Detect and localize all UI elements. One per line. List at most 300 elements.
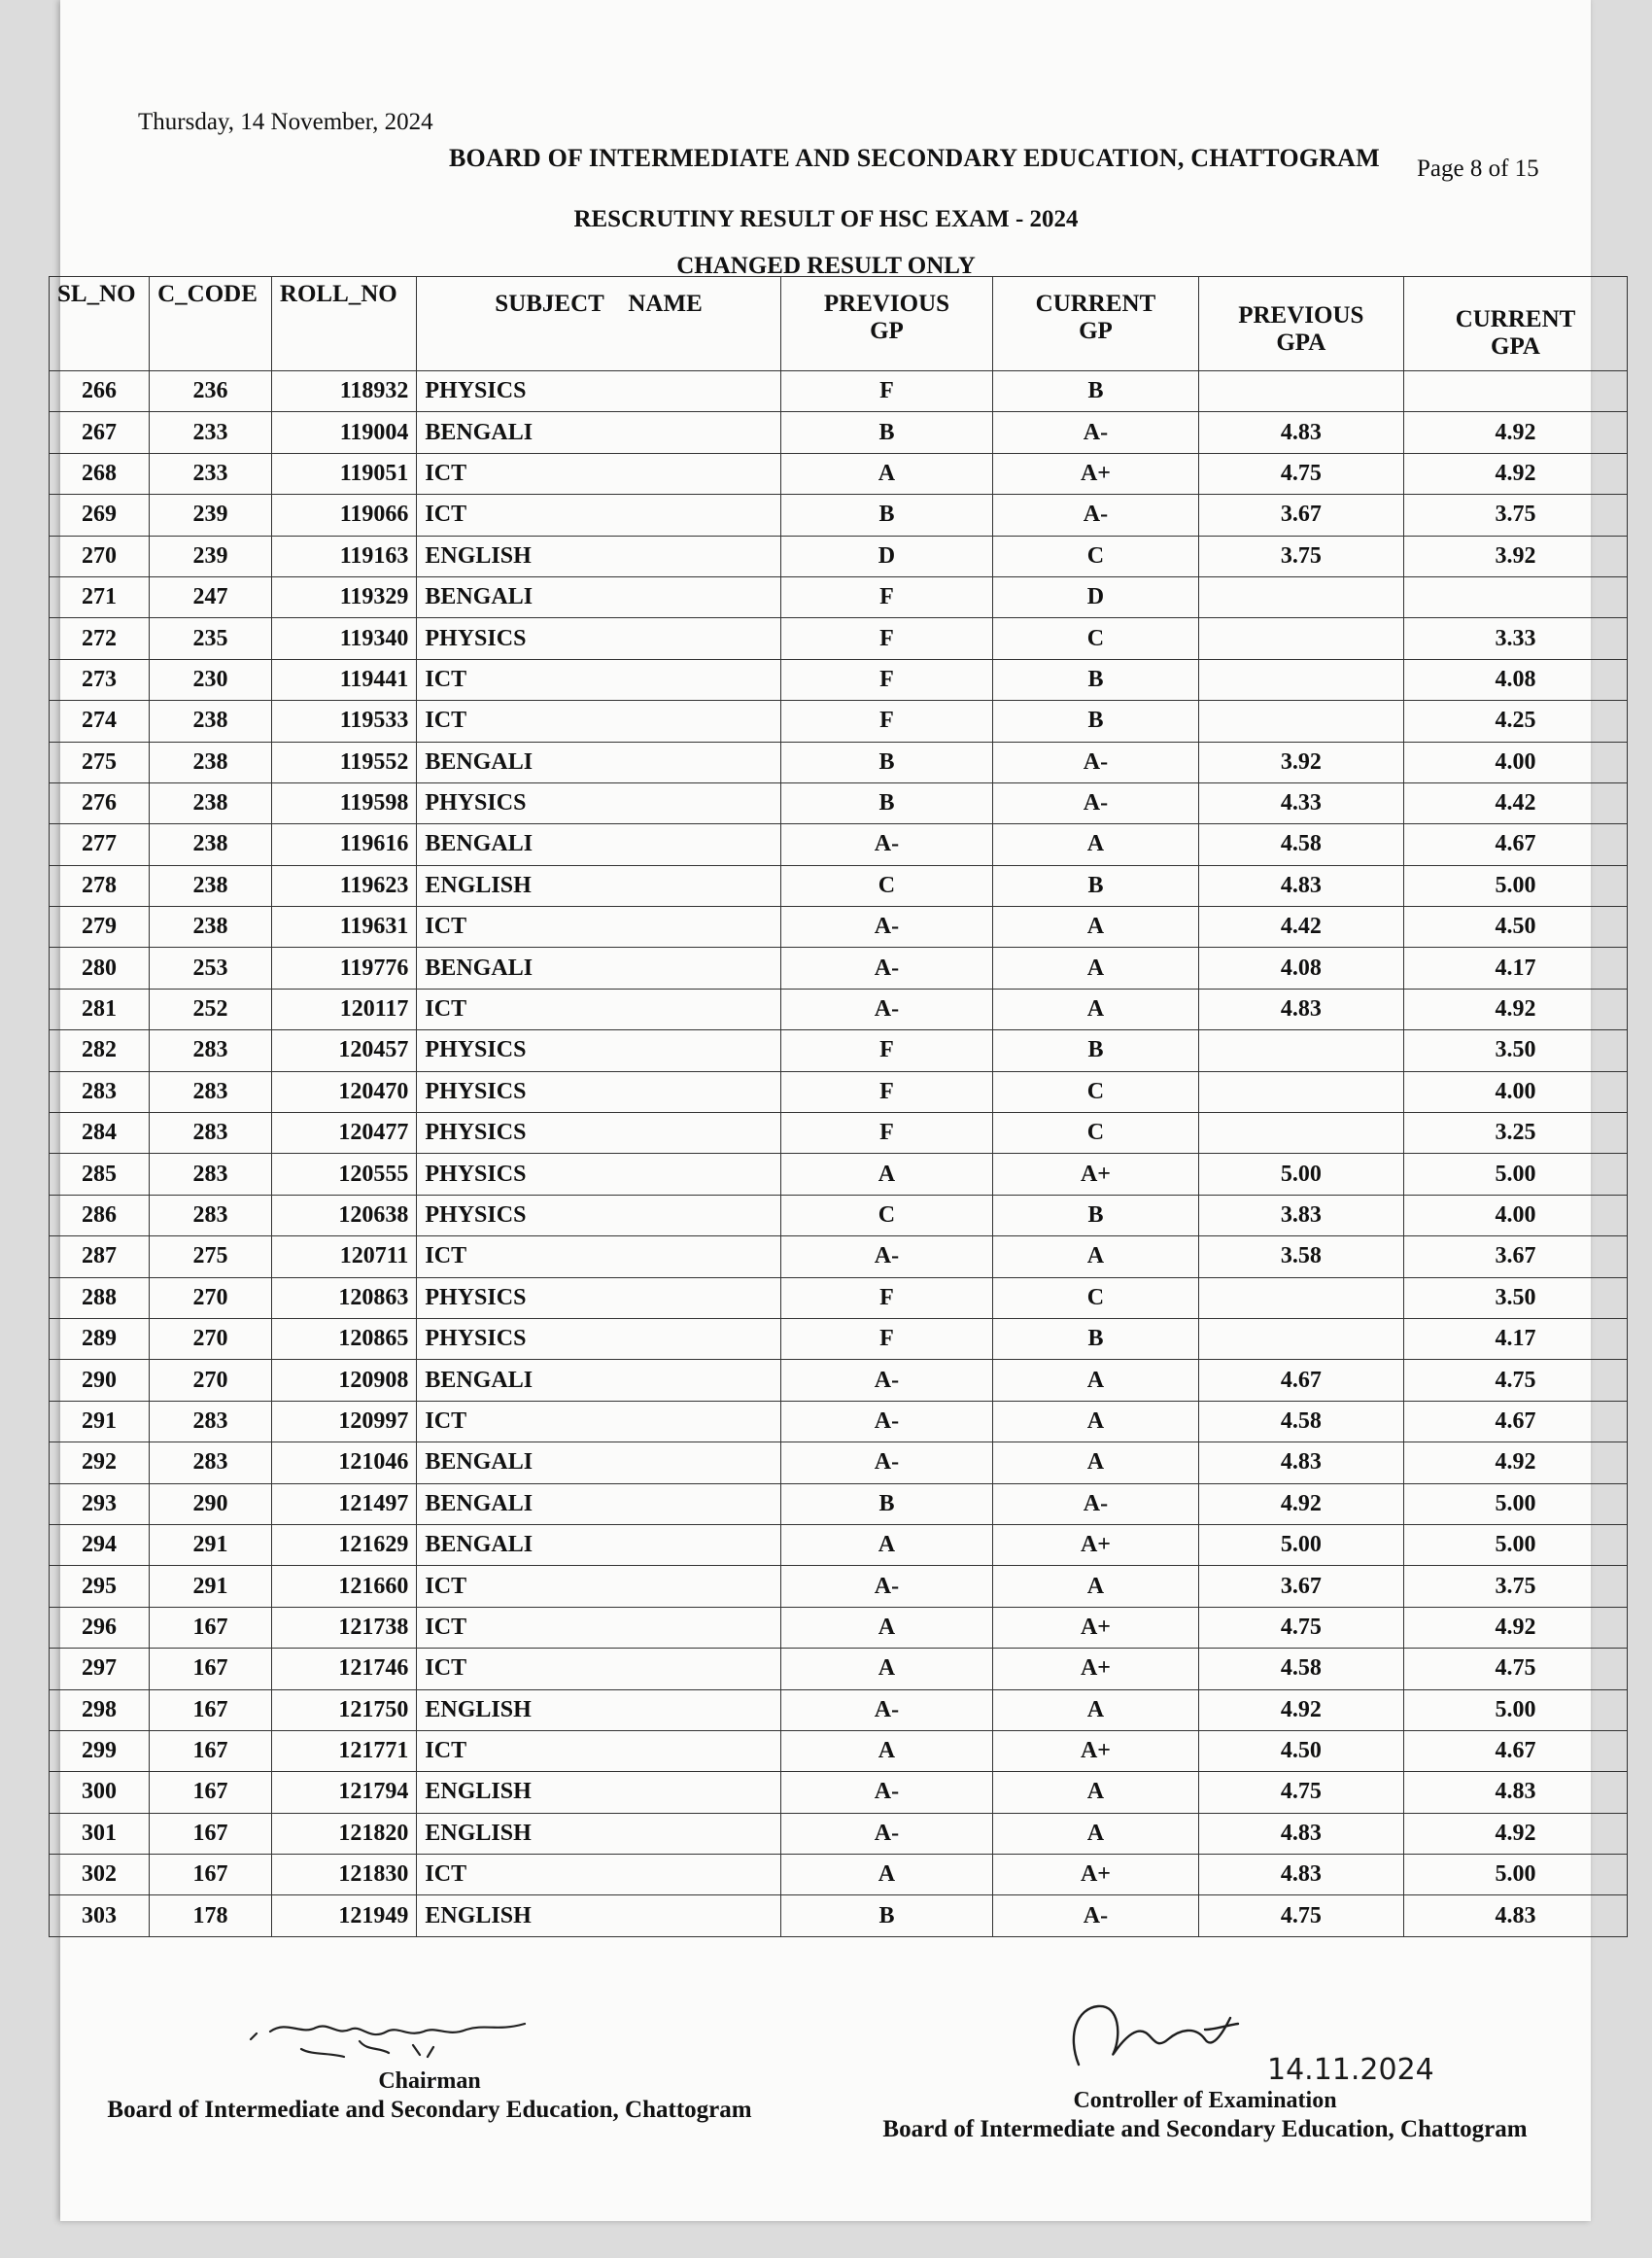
table-row [50,1855,1628,1895]
cell-previous-gp: A [780,453,993,494]
page-number: Page 8 of 15 [1417,156,1539,182]
cell-subject-name: PHYSICS [417,1277,780,1318]
cell-subject-name: ICT [417,701,780,742]
cell-sl-no: 293 [50,1483,150,1524]
cell-c-code: 238 [150,865,272,906]
cell-roll-no: 121746 [271,1649,417,1689]
cell-sl-no: 299 [50,1730,150,1771]
cell-previous-gp: A [780,1607,993,1648]
cell-previous-gpa: 4.83 [1198,989,1403,1029]
table-row [50,1730,1628,1771]
print-date: Thursday, 14 November, 2024 [138,109,433,135]
cell-current-gp: C [993,1113,1198,1154]
cell-c-code: 283 [150,1195,272,1235]
cell-roll-no: 119340 [271,618,417,659]
col-header-previous-gpa: PREVIOUS GPA [1198,277,1403,371]
table-row [50,495,1628,536]
cell-subject-name: ICT [417,907,780,948]
cell-previous-gp: A- [780,1772,993,1813]
chairman-organization: Board of Intermediate and Secondary Education, Chattogram [107,2097,752,2123]
cell-c-code: 253 [150,948,272,989]
cell-subject-name: PHYSICS [417,1318,780,1359]
cell-subject-name: PHYSICS [417,1113,780,1154]
table-row [50,701,1628,742]
table-row [50,1277,1628,1318]
cell-roll-no: 119004 [271,412,417,453]
cell-subject-name: PHYSICS [417,618,780,659]
cell-current-gpa: 4.25 [1404,701,1628,742]
cell-subject-name: BENGALI [417,824,780,865]
cell-c-code: 283 [150,1442,272,1483]
cell-c-code: 270 [150,1318,272,1359]
cell-subject-name: BENGALI [417,742,780,782]
cell-previous-gpa: 4.33 [1198,782,1403,823]
table-row [50,1030,1628,1071]
cell-subject-name: ICT [417,495,780,536]
table-row [50,453,1628,494]
cell-previous-gpa [1198,701,1403,742]
cell-sl-no: 268 [50,453,150,494]
cell-c-code: 233 [150,412,272,453]
table-row [50,659,1628,700]
cell-previous-gpa: 4.75 [1198,453,1403,494]
cell-current-gpa: 4.17 [1404,1318,1628,1359]
cell-subject-name: PHYSICS [417,1195,780,1235]
cell-current-gpa: 4.08 [1404,659,1628,700]
cell-current-gp: B [993,865,1198,906]
cell-sl-no: 284 [50,1113,150,1154]
cell-sl-no: 271 [50,576,150,617]
cell-previous-gp: A [780,1154,993,1195]
cell-roll-no: 120908 [271,1360,417,1401]
cell-subject-name: PHYSICS [417,1071,780,1112]
table-row [50,782,1628,823]
cell-previous-gp: B [780,1483,993,1524]
cell-previous-gpa: 3.67 [1198,1566,1403,1607]
col-header-roll-no: ROLL_NO [271,277,417,371]
cell-previous-gpa [1198,1318,1403,1359]
document-title: RESCRUTINY RESULT OF HSC EXAM - 2024 [573,206,1079,232]
cell-subject-name: ICT [417,1401,780,1442]
cell-sl-no: 286 [50,1195,150,1235]
cell-current-gp: B [993,1195,1198,1235]
cell-roll-no: 120470 [271,1071,417,1112]
cell-subject-name: ICT [417,453,780,494]
cell-c-code: 230 [150,659,272,700]
table-row [50,1442,1628,1483]
cell-c-code: 275 [150,1236,272,1277]
cell-c-code: 283 [150,1030,272,1071]
controller-role: Controller of Examination [1073,2088,1337,2113]
cell-subject-name: ENGLISH [417,865,780,906]
cell-previous-gp: A [780,1855,993,1895]
cell-previous-gp: C [780,1195,993,1235]
cell-current-gpa: 4.67 [1404,1730,1628,1771]
cell-subject-name: PHYSICS [417,1154,780,1195]
cell-sl-no: 301 [50,1813,150,1854]
cell-roll-no: 120997 [271,1401,417,1442]
cell-current-gp: A+ [993,1154,1198,1195]
cell-current-gpa: 4.83 [1404,1772,1628,1813]
cell-c-code: 167 [150,1730,272,1771]
cell-current-gp: A- [993,782,1198,823]
cell-c-code: 167 [150,1689,272,1730]
cell-sl-no: 267 [50,412,150,453]
cell-roll-no: 121660 [271,1566,417,1607]
table-row [50,1772,1628,1813]
cell-current-gp: A [993,1566,1198,1607]
cell-current-gp: C [993,536,1198,576]
cell-previous-gp: C [780,865,993,906]
cell-c-code: 236 [150,371,272,412]
cell-c-code: 283 [150,1401,272,1442]
cell-current-gpa: 4.00 [1404,1195,1628,1235]
cell-previous-gpa: 4.92 [1198,1689,1403,1730]
table-row [50,618,1628,659]
cell-previous-gpa [1198,1030,1403,1071]
col-header-subject-name: SUBJECT NAME [417,277,780,371]
cell-previous-gp: A- [780,1401,993,1442]
results-table [49,276,1628,1937]
cell-subject-name: BENGALI [417,1483,780,1524]
cell-sl-no: 276 [50,782,150,823]
cell-current-gpa: 4.92 [1404,1813,1628,1854]
cell-previous-gpa: 3.75 [1198,536,1403,576]
cell-previous-gp: D [780,536,993,576]
table-row [50,824,1628,865]
cell-subject-name: ENGLISH [417,1772,780,1813]
cell-current-gp: A [993,1360,1198,1401]
cell-roll-no: 121794 [271,1772,417,1813]
cell-sl-no: 274 [50,701,150,742]
cell-roll-no: 119631 [271,907,417,948]
cell-current-gp: A [993,1813,1198,1854]
table-row [50,865,1628,906]
cell-current-gpa: 4.92 [1404,1442,1628,1483]
table-row [50,412,1628,453]
cell-current-gp: B [993,1318,1198,1359]
cell-previous-gp: A [780,1649,993,1689]
cell-c-code: 290 [150,1483,272,1524]
cell-roll-no: 119051 [271,453,417,494]
cell-roll-no: 120711 [271,1236,417,1277]
cell-current-gpa: 4.00 [1404,742,1628,782]
cell-previous-gpa: 3.67 [1198,495,1403,536]
table-row [50,1813,1628,1854]
cell-sl-no: 278 [50,865,150,906]
cell-roll-no: 120477 [271,1113,417,1154]
cell-previous-gpa: 4.83 [1198,1442,1403,1483]
cell-c-code: 167 [150,1772,272,1813]
table-row [50,371,1628,412]
cell-sl-no: 266 [50,371,150,412]
cell-roll-no: 119598 [271,782,417,823]
cell-current-gpa: 4.92 [1404,412,1628,453]
cell-previous-gpa: 4.75 [1198,1895,1403,1936]
board-name: BOARD OF INTERMEDIATE AND SECONDARY EDUCATION, CHATTOGRAM [449,144,1380,172]
cell-subject-name: BENGALI [417,1442,780,1483]
cell-sl-no: 281 [50,989,150,1029]
cell-c-code: 167 [150,1607,272,1648]
cell-current-gpa: 5.00 [1404,1689,1628,1730]
cell-c-code: 233 [150,453,272,494]
cell-previous-gp: B [780,412,993,453]
col-header-current-gp: CURRENT GP [993,277,1198,371]
cell-sl-no: 270 [50,536,150,576]
cell-c-code: 235 [150,618,272,659]
cell-sl-no: 300 [50,1772,150,1813]
cell-current-gp: A+ [993,1730,1198,1771]
cell-sl-no: 289 [50,1318,150,1359]
cell-c-code: 238 [150,782,272,823]
cell-previous-gpa [1198,659,1403,700]
cell-current-gp: C [993,1277,1198,1318]
cell-previous-gp: A- [780,824,993,865]
cell-current-gp: A- [993,1895,1198,1936]
col-header-previous-gp: PREVIOUS GP [780,277,993,371]
cell-c-code: 283 [150,1071,272,1112]
cell-previous-gp: B [780,1895,993,1936]
cell-current-gp: A+ [993,1649,1198,1689]
cell-previous-gp: F [780,659,993,700]
cell-sl-no: 280 [50,948,150,989]
cell-roll-no: 119776 [271,948,417,989]
cell-current-gp: A [993,1236,1198,1277]
cell-current-gpa [1404,576,1628,617]
cell-sl-no: 269 [50,495,150,536]
cell-current-gpa: 4.75 [1404,1360,1628,1401]
table-row [50,1195,1628,1235]
cell-roll-no: 121629 [271,1524,417,1565]
chairman-role: Chairman [378,2068,481,2094]
table-row [50,1113,1628,1154]
cell-c-code: 238 [150,907,272,948]
cell-sl-no: 296 [50,1607,150,1648]
cell-previous-gp: A- [780,1360,993,1401]
cell-roll-no: 119533 [271,701,417,742]
table-row [50,948,1628,989]
cell-roll-no: 118932 [271,371,417,412]
cell-current-gpa: 4.92 [1404,1607,1628,1648]
cell-current-gpa: 4.92 [1404,453,1628,494]
cell-subject-name: BENGALI [417,576,780,617]
cell-subject-name: BENGALI [417,1360,780,1401]
cell-roll-no: 121949 [271,1895,417,1936]
cell-current-gp: B [993,659,1198,700]
cell-subject-name: PHYSICS [417,782,780,823]
cell-c-code: 247 [150,576,272,617]
cell-sl-no: 292 [50,1442,150,1483]
cell-current-gpa [1404,371,1628,412]
cell-current-gpa: 4.75 [1404,1649,1628,1689]
cell-subject-name: ICT [417,1730,780,1771]
cell-previous-gpa: 3.92 [1198,742,1403,782]
cell-sl-no: 287 [50,1236,150,1277]
cell-previous-gp: B [780,782,993,823]
cell-roll-no: 119329 [271,576,417,617]
cell-current-gpa: 4.42 [1404,782,1628,823]
cell-previous-gpa: 4.58 [1198,1401,1403,1442]
cell-current-gp: A- [993,412,1198,453]
table-row [50,742,1628,782]
cell-c-code: 167 [150,1649,272,1689]
cell-previous-gpa [1198,371,1403,412]
chairman-signature-block [60,2002,799,2124]
cell-current-gp: A- [993,1483,1198,1524]
cell-c-code: 291 [150,1566,272,1607]
cell-current-gp: A+ [993,453,1198,494]
cell-previous-gp: F [780,618,993,659]
table-row [50,1360,1628,1401]
cell-current-gp: A [993,824,1198,865]
cell-current-gpa: 4.83 [1404,1895,1628,1936]
cell-sl-no: 297 [50,1649,150,1689]
cell-current-gp: A- [993,742,1198,782]
cell-sl-no: 275 [50,742,150,782]
cell-current-gpa: 4.67 [1404,824,1628,865]
cell-subject-name: ENGLISH [417,1813,780,1854]
controller-signature [836,2002,1574,2087]
cell-sl-no: 302 [50,1855,150,1895]
cell-current-gpa: 5.00 [1404,1855,1628,1895]
cell-current-gpa: 4.50 [1404,907,1628,948]
table-row [50,1071,1628,1112]
cell-previous-gp: A- [780,1442,993,1483]
cell-subject-name: ENGLISH [417,1689,780,1730]
cell-subject-name: ENGLISH [417,536,780,576]
cell-c-code: 238 [150,824,272,865]
table-row [50,1401,1628,1442]
cell-c-code: 167 [150,1813,272,1854]
table-row [50,1566,1628,1607]
cell-roll-no: 119066 [271,495,417,536]
cell-roll-no: 119616 [271,824,417,865]
cell-roll-no: 119441 [271,659,417,700]
col-header-current-gpa: CURRENT GPA [1404,277,1628,371]
cell-subject-name: PHYSICS [417,1030,780,1071]
table-row [50,989,1628,1029]
cell-previous-gpa: 4.83 [1198,1813,1403,1854]
cell-roll-no: 121046 [271,1442,417,1483]
cell-c-code: 283 [150,1154,272,1195]
cell-roll-no: 121820 [271,1813,417,1854]
cell-subject-name: ICT [417,1566,780,1607]
cell-current-gpa: 5.00 [1404,865,1628,906]
cell-previous-gpa: 4.58 [1198,824,1403,865]
table-row [50,1154,1628,1195]
table-row [50,536,1628,576]
cell-previous-gp: A- [780,1813,993,1854]
table-row [50,1689,1628,1730]
cell-previous-gpa: 4.67 [1198,1360,1403,1401]
cell-previous-gpa: 3.58 [1198,1236,1403,1277]
cell-previous-gpa: 4.42 [1198,907,1403,948]
cell-roll-no: 119623 [271,865,417,906]
cell-previous-gpa: 4.92 [1198,1483,1403,1524]
chairman-signature [60,2002,799,2068]
cell-current-gp: A- [993,495,1198,536]
cell-previous-gpa: 5.00 [1198,1154,1403,1195]
table-header-row [50,277,1628,371]
cell-previous-gp: A- [780,1566,993,1607]
cell-previous-gp: A- [780,989,993,1029]
cell-previous-gpa: 5.00 [1198,1524,1403,1565]
cell-c-code: 239 [150,536,272,576]
cell-previous-gp: B [780,495,993,536]
cell-sl-no: 283 [50,1071,150,1112]
cell-subject-name: BENGALI [417,948,780,989]
cell-c-code: 291 [150,1524,272,1565]
cell-previous-gpa: 4.58 [1198,1649,1403,1689]
cell-previous-gp: F [780,1113,993,1154]
cell-current-gp: A [993,1772,1198,1813]
cell-subject-name: ICT [417,659,780,700]
cell-sl-no: 295 [50,1566,150,1607]
cell-c-code: 270 [150,1277,272,1318]
cell-previous-gpa [1198,576,1403,617]
col-header-c-code: C_CODE [150,277,272,371]
cell-c-code: 252 [150,989,272,1029]
cell-previous-gp: A [780,1730,993,1771]
cell-previous-gpa: 4.08 [1198,948,1403,989]
cell-c-code: 178 [150,1895,272,1936]
cell-roll-no: 121750 [271,1689,417,1730]
table-row [50,1524,1628,1565]
cell-previous-gp: F [780,371,993,412]
cell-previous-gp: F [780,1318,993,1359]
cell-previous-gpa: 4.83 [1198,412,1403,453]
cell-current-gpa: 3.33 [1404,618,1628,659]
cell-sl-no: 282 [50,1030,150,1071]
cell-roll-no: 120457 [271,1030,417,1071]
cell-sl-no: 291 [50,1401,150,1442]
cell-current-gp: A [993,1689,1198,1730]
cell-previous-gp: F [780,1071,993,1112]
cell-subject-name: BENGALI [417,1524,780,1565]
cell-current-gp: D [993,576,1198,617]
cell-sl-no: 288 [50,1277,150,1318]
cell-roll-no: 121771 [271,1730,417,1771]
table-row [50,1236,1628,1277]
cell-previous-gpa: 4.50 [1198,1730,1403,1771]
cell-sl-no: 277 [50,824,150,865]
cell-roll-no: 120865 [271,1318,417,1359]
cell-current-gpa: 3.25 [1404,1113,1628,1154]
cell-subject-name: ICT [417,1607,780,1648]
cell-subject-name: ICT [417,1236,780,1277]
cell-roll-no: 121738 [271,1607,417,1648]
cell-c-code: 238 [150,701,272,742]
cell-current-gp: B [993,701,1198,742]
cell-previous-gp: A- [780,1689,993,1730]
cell-subject-name: ICT [417,1649,780,1689]
cell-current-gpa: 3.50 [1404,1030,1628,1071]
cell-current-gp: A [993,1401,1198,1442]
cell-previous-gp: A- [780,1236,993,1277]
cell-previous-gpa: 4.75 [1198,1772,1403,1813]
cell-sl-no: 285 [50,1154,150,1195]
document-subtitle: CHANGED RESULT ONLY [676,253,976,279]
cell-previous-gpa: 4.83 [1198,1855,1403,1895]
cell-subject-name: ENGLISH [417,1895,780,1936]
cell-current-gpa: 3.75 [1404,1566,1628,1607]
cell-current-gpa: 5.00 [1404,1154,1628,1195]
table-row [50,1895,1628,1936]
cell-previous-gpa: 4.75 [1198,1607,1403,1648]
cell-roll-no: 121497 [271,1483,417,1524]
cell-roll-no: 120638 [271,1195,417,1235]
cell-previous-gpa [1198,1113,1403,1154]
